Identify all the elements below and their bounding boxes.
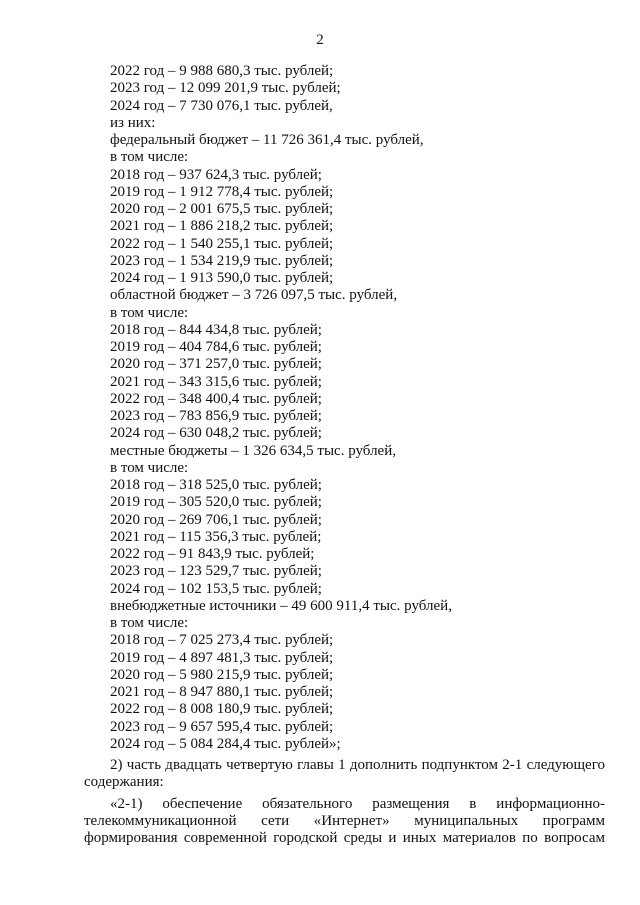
funding-line: 2022 год – 9 988 680,3 тыс. рублей; (110, 63, 334, 79)
funding-line: 2022 год – 91 843,9 тыс. рублей; (110, 546, 315, 562)
funding-line: 2023 год – 783 856,9 тыс. рублей; (110, 408, 322, 424)
funding-line: 2018 год – 7 025 273,4 тыс. рублей; (110, 632, 334, 649)
funding-line: областной бюджет – 3 726 097,5 тыс. рублей, (110, 287, 398, 304)
funding-line: 2022 год – 348 400,4 тыс. рублей; (110, 390, 322, 407)
funding-line: 2019 год – 1 912 778,4 тыс. рублей; (110, 183, 334, 200)
funding-line: федеральный бюджет – 11 726 361,4 тыс. рублей, (110, 132, 424, 148)
funding-line: 2020 год – 371 257,0 тыс. рублей; (110, 356, 322, 373)
funding-line: 2023 год – 9 657 595,4 тыс. рублей; (110, 718, 334, 735)
funding-line: 2024 год – 1 913 590,0 тыс. рублей; (110, 270, 334, 286)
amendment-line-2: содержания: (84, 774, 164, 790)
funding-line: 2021 год – 1 886 218,2 тыс. рублей; (110, 218, 334, 235)
funding-line: 2022 год – 1 540 255,1 тыс. рублей; (110, 235, 334, 252)
funding-line: 2020 год – 269 706,1 тыс. рублей; (110, 511, 322, 528)
funding-line: 2021 год – 8 947 880,1 тыс. рублей; (110, 684, 334, 700)
funding-line: в том числе: (110, 149, 189, 166)
funding-line: 2020 год – 2 001 675,5 тыс. рублей; (110, 201, 334, 217)
funding-line: 2024 год – 102 153,5 тыс. рублей; (110, 580, 322, 597)
funding-line: 2023 год – 123 529,7 тыс. рублей; (110, 563, 322, 580)
funding-line: 2018 год – 844 434,8 тыс. рублей; (110, 321, 322, 338)
page-number: 2 (316, 32, 324, 48)
quote-line-1: «2-1) обеспечение обязательного размещения в информационно- (110, 796, 605, 812)
funding-line: 2019 год – 305 520,0 тыс. рублей; (110, 494, 322, 511)
funding-line: внебюджетные источники – 49 600 911,4 тыс. рублей, (110, 597, 452, 614)
funding-line: из них: (110, 114, 156, 131)
funding-line: 2018 год – 318 525,0 тыс. рублей; (110, 477, 322, 493)
funding-line: в том числе: (110, 615, 189, 631)
funding-line: 2022 год – 8 008 180,9 тыс. рублей; (110, 701, 334, 718)
funding-line: 2024 год – 5 084 284,4 тыс. рублей»; (110, 735, 341, 752)
funding-line: 2023 год – 1 534 219,9 тыс. рублей; (110, 252, 334, 269)
funding-line: 2024 год – 7 730 076,1 тыс. рублей, (110, 97, 333, 114)
funding-line: 2024 год – 630 048,2 тыс. рублей; (110, 425, 322, 442)
quote-line-3: формирования современной городской среды и иных материалов по вопросам (84, 830, 605, 846)
funding-line: 2018 год – 937 624,3 тыс. рублей; (110, 166, 322, 183)
funding-line: 2019 год – 404 784,6 тыс. рублей; (110, 339, 322, 355)
funding-line: местные бюджеты – 1 326 634,5 тыс. рублей, (110, 442, 396, 459)
funding-line: в том числе: (110, 459, 189, 476)
funding-line: в том числе: (110, 304, 189, 321)
funding-line: 2023 год – 12 099 201,9 тыс. рублей; (110, 80, 341, 97)
quote-line-2: телекоммуникационной сети «Интернет» муниципальных программ (84, 813, 605, 829)
funding-line: 2021 год – 343 315,6 тыс. рублей; (110, 373, 322, 390)
funding-line: 2020 год – 5 980 215,9 тыс. рублей; (110, 666, 334, 683)
funding-line: 2021 год – 115 356,3 тыс. рублей; (110, 528, 322, 545)
amendment-line-1: 2) часть двадцать четвертую главы 1 дополнить подпунктом 2-1 следующего (110, 757, 605, 773)
funding-line: 2019 год – 4 897 481,3 тыс. рублей; (110, 649, 334, 666)
